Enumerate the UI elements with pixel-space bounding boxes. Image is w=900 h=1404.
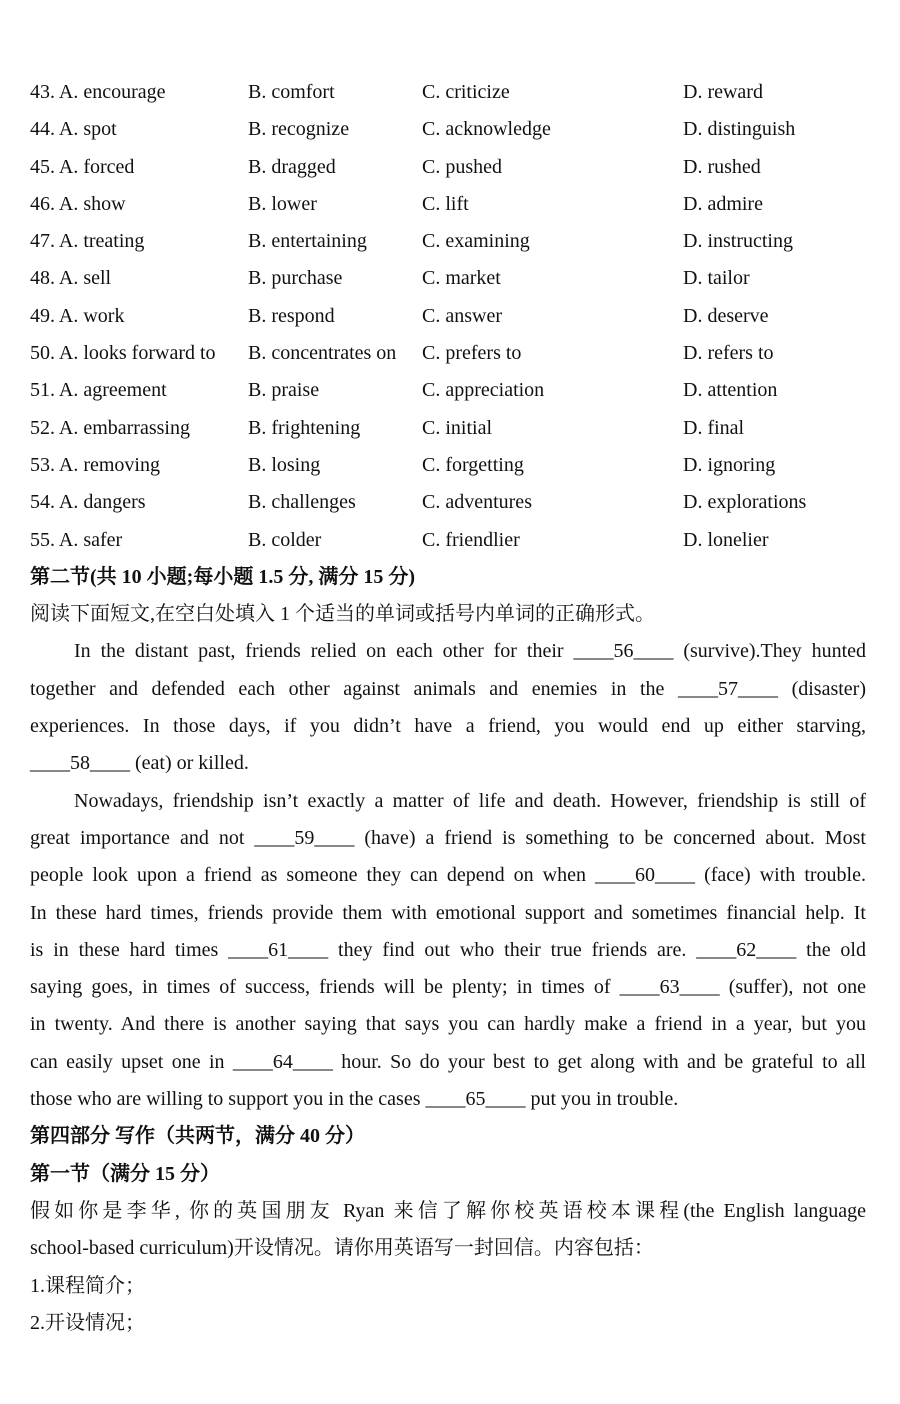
option-c: C. lift [422, 192, 469, 215]
passage-paragraph-2 [30, 783, 866, 1119]
passage-line: ____58____ (eat) or killed. [30, 752, 249, 775]
option-row [30, 149, 866, 186]
option-a: 43. A. encourage [30, 81, 166, 103]
prompt-item: 1.课程简介； [30, 1274, 145, 1297]
option-c: C. market [422, 267, 501, 290]
option-d: D. final [683, 416, 745, 439]
option-row [30, 410, 866, 447]
option-c: C. answer [422, 304, 502, 327]
option-a: 49. A. work [30, 304, 125, 327]
option-b: B. losing [248, 453, 321, 476]
option-a: 54. A. dangers [30, 491, 146, 514]
passage-line: In the distant past, friends relied on each other for their ____56____ (survive).They hunted [74, 640, 866, 663]
option-row [30, 74, 866, 111]
passage-line: together and defended each other against animals and enemies in the ____57____ (disaster) [30, 677, 866, 700]
option-b: B. lower [248, 192, 317, 215]
passage-line: people look upon a friend as someone they can depend on when ____60____ (face) with trouble. [30, 864, 866, 887]
prompt-line: school-based curriculum)开设情况。请你用英语写一封回信。内容包括： [30, 1237, 654, 1260]
option-row [30, 447, 866, 484]
option-c: C. pushed [422, 155, 502, 178]
option-b: B. concentrates on [248, 342, 397, 365]
option-row [30, 372, 866, 409]
passage-line: can easily upset one in ____64____ hour. So do your best to get along with and be grateful to all [30, 1050, 866, 1073]
section2-heading: 第二节(共 10 小题;每小题 1.5 分, 满分 15 分) [30, 565, 415, 588]
option-a: 47. A. treating [30, 230, 145, 253]
part4-heading: 第四部分 写作（共两节，满分 40 分） [30, 1125, 365, 1148]
option-b: B. colder [248, 528, 322, 551]
option-b: B. comfort [248, 81, 335, 103]
option-d: D. ignoring [683, 453, 776, 476]
option-row [30, 186, 866, 223]
option-c: C. prefers to [422, 342, 522, 365]
option-d: D. refers to [683, 342, 774, 365]
option-row [30, 335, 866, 372]
option-d: D. deserve [683, 304, 769, 327]
option-row [30, 522, 866, 559]
option-b: B. praise [248, 379, 320, 402]
option-a: 50. A. looks forward to [30, 342, 216, 365]
option-a: 53. A. removing [30, 453, 160, 476]
passage-line: great importance and not ____59____ (have) a friend is something to be concerned about. Most [30, 826, 866, 849]
option-b: B. dragged [248, 155, 336, 178]
prompt-line: 假如你是李华, 你的英国朋友 Ryan 来信了解你校英语校本课程(the English language [30, 1199, 866, 1222]
option-d: D. lonelier [683, 528, 769, 551]
passage-line: in twenty. And there is another saying that says you can hardly make a friend in a year, but you [30, 1013, 866, 1036]
option-b: B. challenges [248, 491, 356, 514]
option-a: 55. A. safer [30, 528, 123, 551]
option-d: D. reward [683, 81, 763, 103]
options-table [30, 74, 866, 559]
option-c: C. appreciation [422, 379, 545, 402]
option-c: C. friendlier [422, 528, 520, 551]
option-b: B. entertaining [248, 230, 367, 253]
option-row [30, 484, 866, 521]
option-d: D. tailor [683, 267, 750, 290]
option-a: 44. A. spot [30, 118, 117, 141]
passage-line: In these hard times, friends provide them with emotional support and sometimes financial help. It [30, 901, 866, 924]
option-b: B. frightening [248, 416, 361, 439]
option-c: C. adventures [422, 491, 532, 514]
option-row [30, 223, 866, 260]
passage-line: experiences. In those days, if you didn’t have a friend, you would end up either starving, [30, 715, 866, 738]
passage-line: Nowadays, friendship isn’t exactly a matter of life and death. However, friendship is still of [74, 789, 866, 812]
option-a: 46. A. show [30, 192, 126, 215]
passage-line: is in these hard times ____61____ they find out who their true friends are. ____62____ the old [30, 938, 866, 961]
option-row [30, 298, 866, 335]
option-a: 52. A. embarrassing [30, 416, 190, 439]
option-c: C. criticize [422, 81, 510, 103]
option-c: C. forgetting [422, 453, 524, 476]
passage-line: those who are willing to support you in the cases ____65____ put you in trouble. [30, 1088, 679, 1111]
option-d: D. distinguish [683, 118, 796, 141]
exam-page [30, 74, 866, 1342]
option-d: D. rushed [683, 155, 761, 178]
option-a: 45. A. forced [30, 155, 135, 178]
option-d: D. instructing [683, 230, 793, 253]
passage-line: saying goes, in times of success, friends will be plenty; in times of ____63____ (suffer), not one [30, 976, 866, 999]
option-a: 48. A. sell [30, 267, 112, 290]
part4-sub-heading: 第一节（满分 15 分） [30, 1162, 220, 1185]
writing-prompt [30, 1193, 866, 1268]
prompt-item: 2.开设情况； [30, 1311, 145, 1334]
option-b: B. purchase [248, 267, 343, 290]
option-d: D. explorations [683, 491, 807, 514]
option-c: C. initial [422, 416, 492, 439]
option-row [30, 111, 866, 148]
option-c: C. examining [422, 230, 530, 253]
option-b: B. recognize [248, 118, 350, 141]
option-row [30, 260, 866, 297]
option-b: B. respond [248, 304, 335, 327]
option-d: D. admire [683, 192, 763, 215]
option-a: 51. A. agreement [30, 379, 167, 402]
section2-instruction: 阅读下面短文,在空白处填入 1 个适当的单词或括号内单词的正确形式。 [30, 603, 655, 626]
option-d: D. attention [683, 379, 778, 402]
option-c: C. acknowledge [422, 118, 551, 141]
passage-paragraph-1 [30, 633, 866, 782]
